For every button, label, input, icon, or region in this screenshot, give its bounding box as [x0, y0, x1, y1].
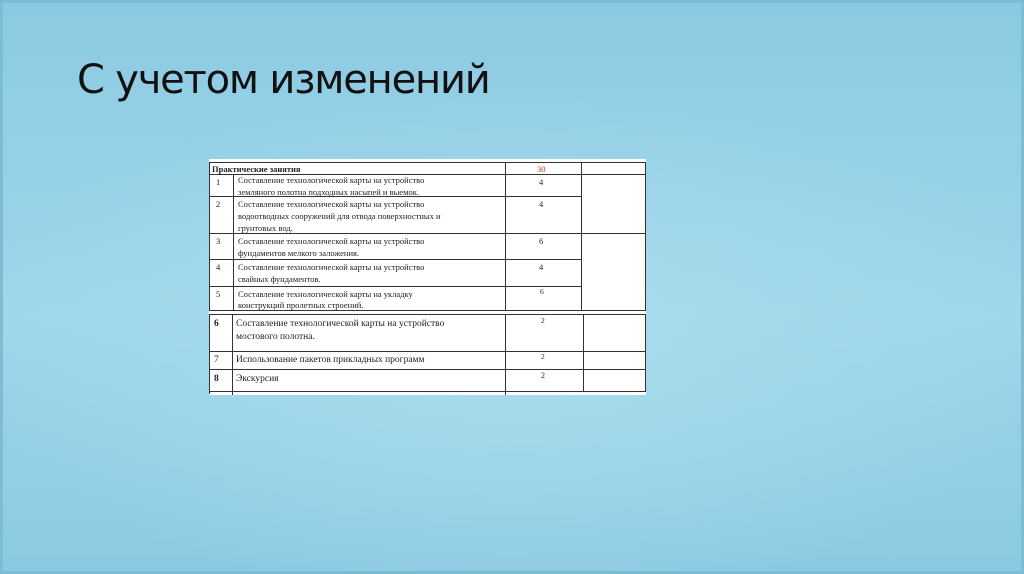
row-hours: 6: [539, 236, 544, 246]
row-text-line: водоотводных сооружений для отвода поверхностных и: [238, 211, 441, 221]
row-number: 6: [214, 319, 219, 329]
row-hours: 2: [541, 316, 545, 325]
row-text-line: Составление технологической карты на укладку: [238, 289, 413, 299]
row-number: 3: [216, 236, 221, 246]
row-hours: 2: [541, 352, 545, 361]
row-text-line: Составление технологической карты на устройство: [236, 319, 445, 329]
row-text-line: мостового полотна.: [236, 332, 315, 342]
row-hours: 4: [539, 199, 544, 209]
slide-title: С учетом изменений: [77, 57, 490, 103]
row-number: 4: [216, 262, 221, 272]
table-header-label: Практические занятия: [212, 164, 301, 174]
row-text-line: конструкций пролетных строений.: [238, 300, 364, 310]
row-number: 2: [216, 199, 221, 209]
row-hours: 4: [539, 262, 544, 272]
row-text-line: грунтовых вод.: [238, 223, 293, 233]
row-number: 7: [214, 355, 219, 365]
row-hours: 4: [539, 177, 544, 187]
row-number: 5: [216, 289, 221, 299]
row-text-line: свайных фундаментов.: [238, 274, 321, 284]
row-hours: 2: [541, 371, 545, 380]
row-hours: 6: [540, 287, 544, 296]
row-number: 1: [216, 177, 221, 187]
row-text-line: Экскурсия: [236, 374, 279, 384]
row-number: 8: [214, 374, 219, 384]
row-text-line: земляного полотна подходных насыпей и выемок.: [238, 187, 419, 197]
practical-classes-table: [209, 159, 646, 395]
row-text-line: Составление технологической карты на устройство: [238, 175, 425, 185]
row-text-line: Составление технологической карты на устройство: [238, 236, 425, 246]
row-text-line: Составление технологической карты на устройство: [238, 262, 425, 272]
row-text-line: Использование пакетов прикладных программ: [236, 355, 425, 365]
table-header-hours: 30: [537, 164, 546, 174]
row-text-line: фундаментов мелкого заложения.: [238, 248, 360, 258]
row-text-line: Составление технологической карты на устройство: [238, 199, 425, 209]
